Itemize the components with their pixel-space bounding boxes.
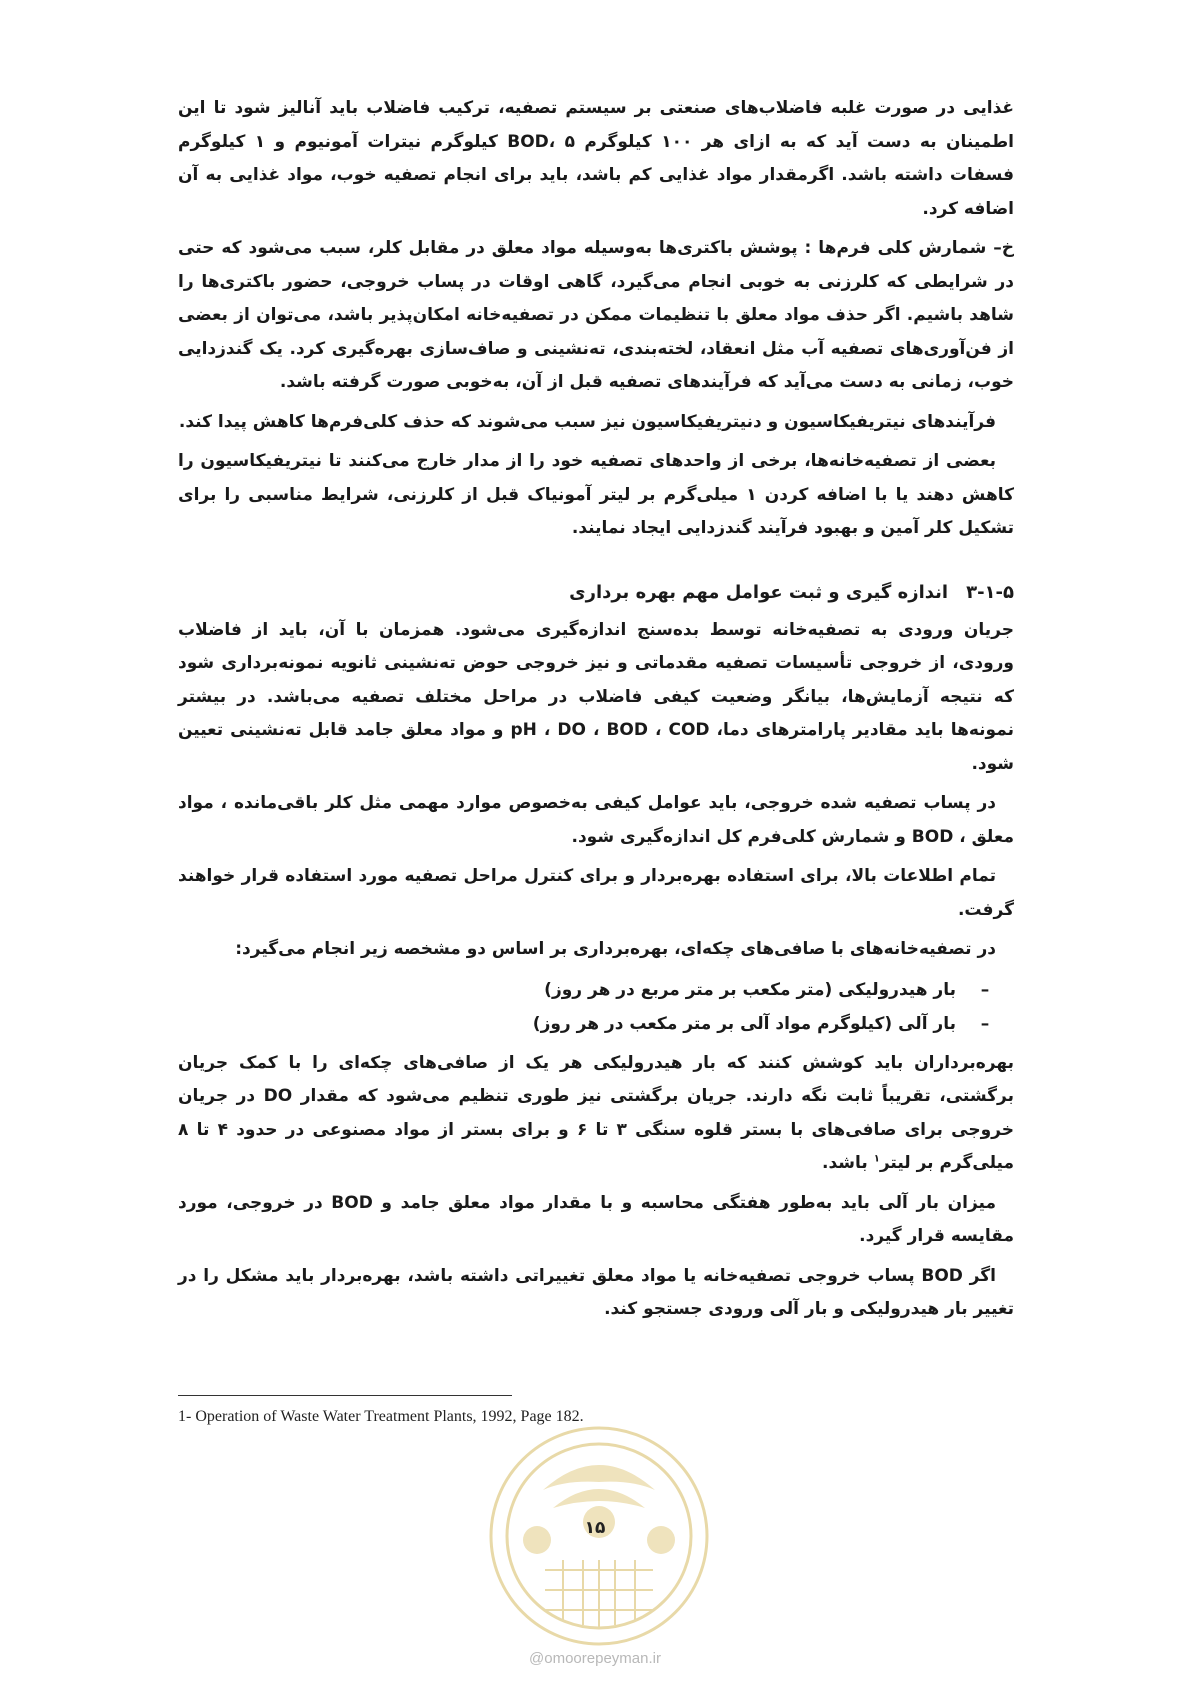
watermark: @omoorepeyman.ir [529,1650,661,1667]
bullet-text: بار آلی (کیلوگرم مواد آلی بر متر مکعب در هر روز) [532,1013,956,1034]
page-body [178,92,1014,1333]
return-flow-end: باشد. [822,1153,874,1173]
bullet-hydraulic-load [178,973,1014,1007]
paragraph-trickling-filters: در تصفیه‌خانه‌های با صافی‌های چکه‌ای، بهره‌برداری بر اساس دو مشخصه زیر انجام می‌گیرد: [235,939,996,959]
footnote-marker: ۱ [873,1153,880,1165]
paragraph-data-usage: تمام اطلاعات بالا، برای استفاده بهره‌بردار و برای کنترل مراحل تصفیه مورد استفاده قرار خواهند گرفت. [178,866,1014,920]
bullet-dash: – [980,979,990,1000]
paragraph-coliform-count: خ– شمارش کلی فرم‌ها : پوشش باکتری‌ها به‌وسیله مواد معلق در مقابل کلر، سبب می‌شود که حتی در شرایطی که کلرزنی به خوبی انجام می‌گیرد، گاهی اوقات در پساب خروجی، حضور باکتری‌ها را شاهد باشیم. اگر حذف مواد معلق با تنظیمات ممکن در تصفیه‌خانه امکان‌پذیر باشد، می‌توان از بعضی از فن‌آوری‌های تصفیه آب مثل انعقاد، لخته‌بندی، ته‌نشینی و صاف‌سازی بهره‌گیری کرد. یک گندزدایی خوب، زمانی به دست می‌آید که فرآیندهای تصفیه قبل از آن، به‌خوبی صورت گرفته باشد. [178,238,1014,392]
section-heading [178,576,1014,610]
paragraph-chloramine: بعضی از تصفیه‌خانه‌ها، برخی از واحدهای تصفیه خود را از مدار خارج می‌کنند تا نیتریفیکاسیون را کاهش دهند یا با اضافه کردن ۱ میلی‌گرم بر لیتر آمونیاک قبل از کلرزنی، شرایط مناسبی را برای تشکیل کلر آمین و بهبود فرآیند گندزدایی ایجاد نمایند. [178,451,1014,538]
paragraph-nitrification: فرآیندهای نیتریفیکاسیون و دنیتریفیکاسیون نیز سبب می‌شوند که حذف کلی‌فرم‌ها کاهش پیدا کند. [178,411,996,432]
paragraph-effluent-quality: در پساب تصفیه شده خروجی، باید عوامل کیفی به‌خصوص موارد مهمی مثل کلر باقی‌مانده ، مواد معلق ، BOD و شمارش کلی‌فرم کل اندازه‌گیری شود. [178,793,1014,847]
section-title: اندازه گیری و ثبت عوامل مهم بهره برداری [569,581,949,603]
bullet-text: بار هیدرولیکی (متر مکعب بر متر مربع در هر روز) [544,979,956,1000]
bullet-dash: – [980,1013,990,1034]
paragraph-return-flow [178,1047,1014,1181]
paragraph-nutrients: غذایی در صورت غلبه فاضلاب‌های صنعتی بر سیستم تصفیه، ترکیب فاضلاب باید آنالیز شود تا این اطمینان به دست آید که به ازای هر ۱۰۰ کیلوگرم BOD، ۵ کیلوگرم نیترات آمونیوم و ۱ کیلوگرم فسفات داشته باشد. اگرمقدار مواد غذایی کم باشد، باید برای انجام تصفیه خوب، مواد غذایی به آن اضافه کرد. [178,98,1014,219]
footnote: 1- Operation of Waste Water Treatment Plants, 1992, Page 182. [178,1408,584,1425]
paragraph-organic-load-weekly: میزان بار آلی باید به‌طور هفتگی محاسبه و با مقدار مواد معلق جامد و BOD در خروجی، مورد مقایسه قرار گیرد. [178,1192,1014,1246]
paragraph-bod-changes: اگر BOD پساب خروجی تصفیه‌خانه یا مواد معلق تغییراتی داشته باشد، بهره‌بردار باید مشکل را در تغییر بار هیدرولیکی و بار آلی ورودی جستجو کند. [178,1265,1014,1319]
section-number: ۳-۱-۵ [966,581,1014,603]
return-flow-text: بهره‌برداران باید کوشش کنند که بار هیدرولیکی هر یک از صافی‌های چکه‌ای را با کمک جریان برگشتی، تقریباً ثابت نگه دارند. جریان برگشتی نیز طوری تنظیم می‌شود که مقدار DO در جریان خروجی برای صافی‌های با بستر قلوه سنگی ۳ تا ۶ و برای بستر از مواد مصنوعی در حدود ۴ تا ۸ میلی‌گرم بر لیتر [178,1052,1015,1173]
bullet-organic-load [178,1007,1014,1041]
footnote-divider [178,1395,512,1396]
page-number: ۱۵ [584,1518,606,1538]
paragraph-inflow-sampling: جریان ورودی به تصفیه‌خانه توسط بده‌سنج اندازه‌گیری می‌شود. همزمان با آن، باید از فاضلاب ورودی، از خروجی تأسیسات تصفیه مقدماتی و نیز خروجی حوض ته‌نشینی ثانویه نمونه‌برداری شود که نتیجه آزمایش‌ها، بیانگر وضعیت کیفی فاضلاب در مراحل مختلف تصفیه می‌باشد. در بیشتر نمونه‌ها باید مقادیر پارامترهای دما، pH ، DO ، BOD ، COD و مواد معلق جامد قابل ته‌نشینی تعیین شود. [178,619,1015,774]
